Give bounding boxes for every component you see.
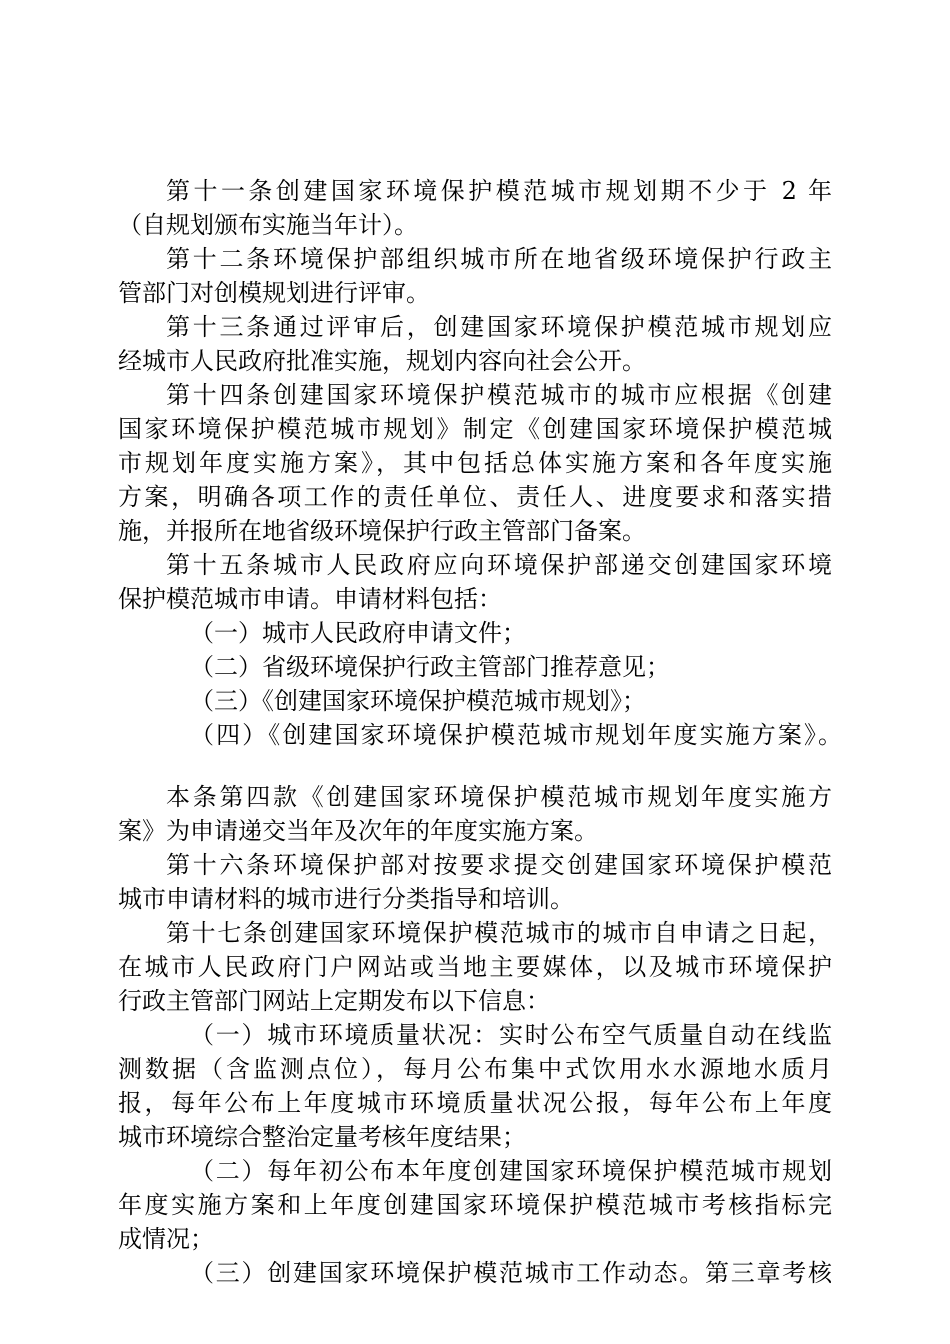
text-line: 管部门对创模规划进行评审。 — [118, 279, 430, 307]
text-line: 第十二条环境保护部组织城市所在地省级环境保护行政主 — [166, 245, 832, 273]
text-line: 报，每年公布上年度城市环境质量状况公报，每年公布上年度 — [118, 1089, 832, 1117]
text-line: 市规划年度实施方案》，其中包括总体实施方案和各年度实施 — [118, 449, 832, 477]
text-line: （二）每年初公布本年度创建国家环境保护模范城市规划 — [190, 1157, 832, 1185]
text-line: （一）城市环境质量状况：实时公布空气质量自动在线监 — [190, 1021, 832, 1049]
text-line: 城市环境综合整治定量考核年度结果； — [118, 1123, 526, 1151]
text-line: 测数据（含监测点位），每月公布集中式饮用水水源地水质月 — [118, 1055, 832, 1083]
text-line: （二）省级环境保护行政主管部门推荐意见； — [190, 653, 670, 681]
text-line: 施，并报所在地省级环境保护行政主管部门备案。 — [118, 517, 646, 545]
text-line: 国家环境保护模范城市规划》制定《创建国家环境保护模范城 — [118, 415, 832, 443]
text-line: （一）城市人民政府申请文件； — [190, 619, 526, 647]
text-line: 在城市人民政府门户网站或当地主要媒体，以及城市环境保护 — [118, 953, 832, 981]
text-line: 本条第四款《创建国家环境保护模范城市规划年度实施方 — [166, 783, 832, 811]
text-line: （三）创建国家环境保护模范城市工作动态。第三章考核 — [190, 1259, 832, 1287]
text-line: （四）《创建国家环境保护模范城市规划年度实施方案》。 — [190, 721, 842, 749]
text-line: 第十六条环境保护部对按要求提交创建国家环境保护模范 — [166, 851, 832, 879]
text-line: 年度实施方案和上年度创建国家环境保护模范城市考核指标完 — [118, 1191, 832, 1219]
text-line: 行政主管部门网站上定期发布以下信息： — [118, 987, 550, 1015]
text-line: 保护模范城市申请。申请材料包括： — [118, 585, 502, 613]
text-line: 第十五条城市人民政府应向环境保护部递交创建国家环境 — [166, 551, 832, 579]
text-line: 案》为申请递交当年及次年的年度实施方案。 — [118, 817, 598, 845]
text-line: 城市申请材料的城市进行分类指导和培训。 — [118, 885, 574, 913]
text-line: 第十七条创建国家环境保护模范城市的城市自申请之日起， — [166, 919, 832, 947]
text-line: （自规划颁布实施当年计）。 — [118, 211, 418, 239]
text-line: （三）《创建国家环境保护模范城市规划》； — [190, 687, 646, 715]
text-line: 第十三条通过评审后，创建国家环境保护模范城市规划应 — [166, 313, 832, 341]
text-line: 方案，明确各项工作的责任单位、责任人、进度要求和落实措 — [118, 483, 832, 511]
text-line: 经城市人民政府批准实施，规划内容向社会公开。 — [118, 347, 646, 375]
text-line: 第十四条创建国家环境保护模范城市的城市应根据《创建 — [166, 381, 832, 409]
text-line: 成情况； — [118, 1225, 214, 1253]
text-line: 第十一条创建国家环境保护模范城市规划期不少于 2 年 — [166, 177, 832, 205]
